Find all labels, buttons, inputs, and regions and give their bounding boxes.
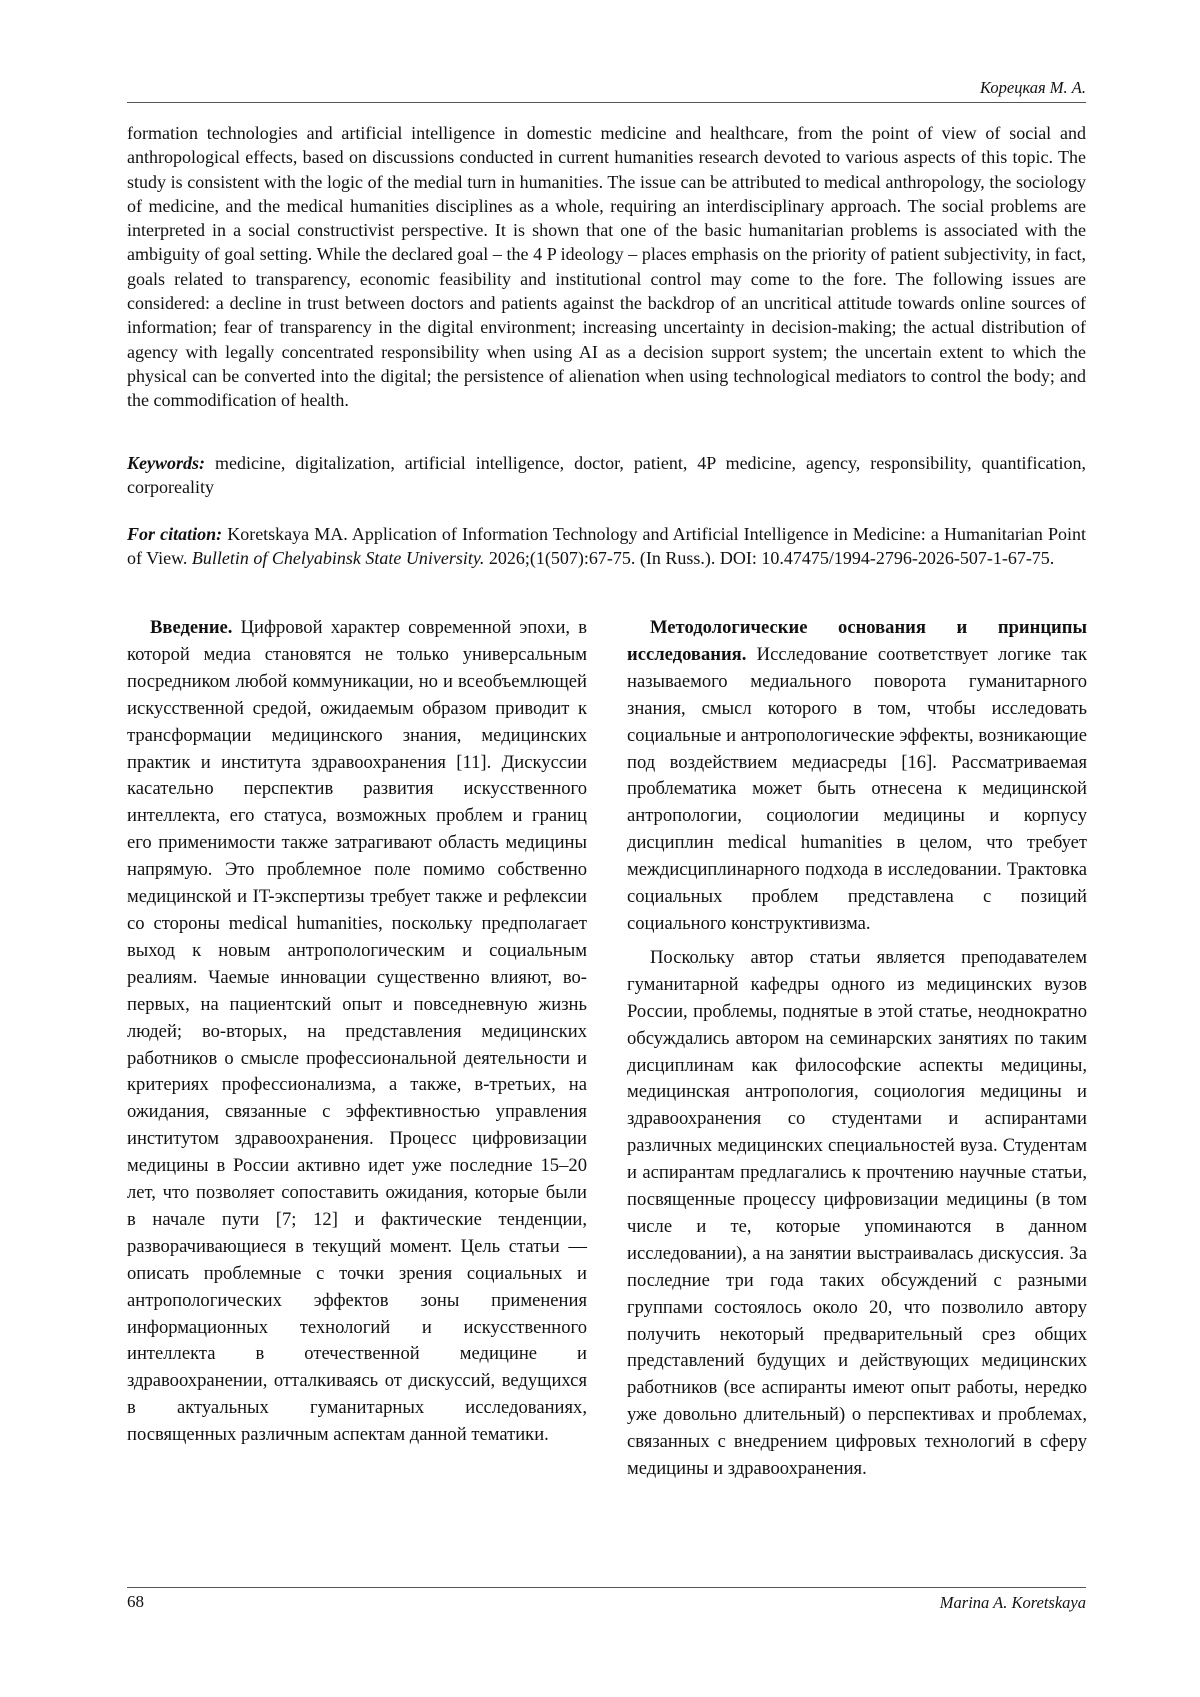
keywords-text: medicine, digitalization, artificial intelligence, doctor, patient, 4P medicine, agency, responsibility, quantification, corporeality: [127, 453, 1086, 498]
introduction-text: Цифровой характер современной эпохи, в которой медиа становятся не только универсальным посредником любой коммуникации, но и всеобъемлющей искусственной средой, ожидаемым образом приводит к трансформации медицинского знания, медицинских практик и института здравоохранения [11]. Дискуссии касательно перспектив развития искусственного интеллекта, его статуса, возможных проблем и границ его применимости также затрагивают область медицины напрямую. Это проблемное поле помимо собственно медицинской и IT-экспертизы требует также и рефлексии со стороны medical humanities, поскольку предполагает выход к новым антропологическим и социальным реалиям. Чаемые инновации существенно влияют, во-первых, на пациентский опыт и повседневную жизнь людей; во-вторых, на представления медицинских работников о смысле профессиональной деятельности и критериях профессионализма, а также, в-третьих, на ожидания, связанные с эффективностью управления институтом здравоохранения. Процесс цифровизации медицины в России активно идет уже последние 15–20 лет, что позволяет сопоставить ожидания, которые были в начале пути [7; 12] и фактические тенденции, разворачивающиеся в текущий момент. Цель статьи — описать проблемные с точки зрения социальных и антропологических эффектов зоны применения информационных технологий и искусственного интеллекта в отечественной медицине и здравоохранении, отталкиваясь от дискуссий, ведущихся в актуальных гуманитарных исследованиях, посвященных различным аспектам данной тематики.: [127, 617, 587, 1446]
methodology-paragraph: [627, 615, 1087, 938]
page-number: 68: [127, 1592, 144, 1611]
footer-author: Marina A. Koretskaya: [939, 1593, 1086, 1612]
introduction-paragraph: [127, 615, 587, 1449]
running-head: [127, 78, 1086, 103]
citation: [127, 522, 1086, 571]
citation-doi: 2026;(1(507):67-75. (In Russ.). DOI: 10.47475/1994-2796-2026-507-1-67-75.: [484, 548, 1055, 569]
citation-label: For citation:: [127, 524, 223, 544]
right-column: [627, 615, 1087, 1483]
keywords: [127, 451, 1086, 500]
citation-text: Koretskaya MA. Application of Information Technology and Artificial Intelligence in Medicine: a Humanitarian Point of View.: [127, 524, 1087, 569]
methodology-paragraph-2: Поскольку автор статьи является преподавателем гуманитарной кафедры одного из медицинских вузов России, проблемы, поднятые в этой статье, неоднократно обсуждались автором на семинарских занятиях по таким дисциплинам как философские аспекты медицины, медицинская антропология, социология медицины и здравоохранения со студентами и аспирантами различных медицинских специальностей вуза. Студентам и аспирантам предлагались к прочтению научные статьи, посвященные процессу цифровизации медицины (в том числе и те, которые упоминаются в данном исследовании), а на занятии выстраивалась дискуссия. За последние три года таких обсуждений с разными группами состоялось около 20, что позволило автору получить некоторый предварительный срез общих представлений будущих и действующих медицинских работников (все аспиранты имеют опыт работы, нередко уже довольно длительный) о перспективах и проблемах, связанных с внедрением цифровых технологий в сферу медицины и здравоохранения.: [627, 946, 1087, 1480]
footer-rule: [127, 1587, 1086, 1588]
citation-journal: Bulletin of Chelyabinsk State University.: [191, 548, 485, 569]
methodology-heading: Методологические основания и принципы исследования.: [627, 617, 1087, 665]
running-head-author: Корецкая М. А.: [980, 78, 1086, 97]
left-column: [127, 615, 587, 1449]
introduction-heading: Введение.: [150, 617, 233, 638]
keywords-label: Keywords:: [127, 453, 205, 473]
abstract-text: formation technologies and artificial intelligence in domestic medicine and healthcare, from the point of view of social and anthropological effects, based on discussions conducted in current humanities research devoted to various aspects of this topic. The study is consistent with the logic of the medial turn in humanities. The issue can be attributed to medical anthropology, the sociology of medicine, and the medical humanities disciplines as a whole, requiring an interdisciplinary approach. The social problems are interpreted in a social constructivist perspective. It is shown that one of the basic humanitarian problems is associated with the ambiguity of goal setting. While the declared goal – the 4 P ideology – places emphasis on the priority of patient subjectivity, in fact, goals related to transparency, economic feasibility and institutional control may come to the fore. The following issues are considered: a decline in trust between doctors and patients against the backdrop of an uncritical attitude towards online sources of information; fear of transparency in the digital environment; increasing uncertainty in decision-making; the actual distribution of agency with legally concentrated responsibility when using AI as a decision support system; the uncertain extent to which the physical can be converted into the digital; the persistence of alienation when using technological mediators to control the body; and the commodification of health.: [127, 123, 1086, 411]
methodology-text: Исследование соответствует логике так называемого медиального поворота гуманитарного знания, смысл которого в том, чтобы исследовать социальные и антропологические эффекты, возникающие под воздействием медиасреды [16]. Рассматриваемая проблематика может быть отнесена к медицинской антропологии, социологии медицины и корпусу дисциплин medical humanities в целом, что требует междисциплинарного подхода в исследовании. Трактовка социальных проблем представлена с позиций социального конструктивизма.: [627, 643, 1087, 934]
